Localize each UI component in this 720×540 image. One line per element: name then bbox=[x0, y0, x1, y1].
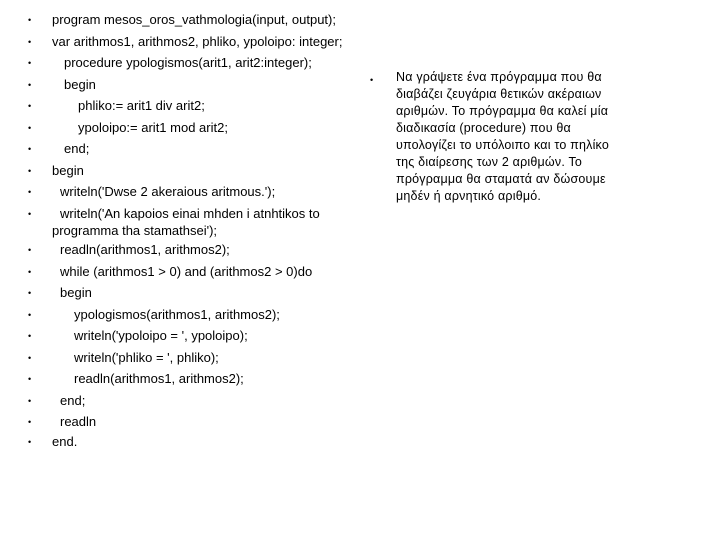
exercise-description bbox=[396, 69, 706, 205]
code-text: end. bbox=[52, 434, 78, 449]
code-text: readln(arithmos1, arithmos2); bbox=[60, 242, 230, 257]
bullet-marker: • bbox=[28, 15, 32, 25]
bullet-marker: • bbox=[28, 245, 32, 255]
description-line: αριθμών. Το πρόγραμμα θα καλεί μία bbox=[396, 104, 609, 118]
bullet-marker: • bbox=[28, 310, 32, 320]
bullet-marker: • bbox=[28, 209, 32, 219]
bullet-marker: • bbox=[28, 58, 32, 68]
bullet-marker: • bbox=[28, 288, 32, 298]
code-text: readln(arithmos1, arithmos2); bbox=[74, 371, 244, 386]
code-text: var arithmos1, arithmos2, phliko, ypoloipo: integer; bbox=[52, 34, 343, 49]
bullet-marker: • bbox=[28, 101, 32, 111]
code-text: program mesos_oros_vathmologia(input, output); bbox=[52, 12, 336, 27]
bullet-marker: • bbox=[370, 75, 374, 85]
bullet-marker: • bbox=[28, 417, 32, 427]
description-line: της διαίρεσης των 2 αριθμών. Το bbox=[396, 155, 583, 169]
code-text: while (arithmos1 > 0) and (arithmos2 > 0)do bbox=[60, 264, 313, 279]
code-text: readln bbox=[60, 414, 97, 429]
code-text: procedure ypologismos(arit1, arit2:integer); bbox=[64, 55, 312, 70]
code-text: writeln('Dwse 2 akeraious aritmous.'); bbox=[60, 184, 276, 199]
description-line: υπολογίζει το υπόλοιπο και το πηλίκο bbox=[396, 138, 610, 152]
code-text: programma tha stamathsei'); bbox=[52, 223, 218, 238]
code-text: end; bbox=[60, 393, 86, 408]
bullet-marker: • bbox=[28, 144, 32, 154]
bullet-marker: • bbox=[28, 437, 32, 447]
code-text: writeln('ypoloipo = ', ypoloipo); bbox=[74, 328, 248, 343]
description-line: πρόγραμμα θα σταματά αν δώσουμε bbox=[396, 172, 606, 186]
bullet-marker: • bbox=[28, 374, 32, 384]
code-text: begin bbox=[52, 163, 84, 178]
description-line: Να γράψετε ένα πρόγραμμα που θα bbox=[396, 70, 602, 84]
bullet-marker: • bbox=[28, 80, 32, 90]
code-text: writeln('An kapoios einai mhden i atnhtikos to bbox=[60, 206, 320, 221]
description-line: διαβάζει ζευγάρια θετικών ακέραιων bbox=[396, 87, 602, 101]
bullet-marker: • bbox=[28, 123, 32, 133]
bullet-marker: • bbox=[28, 187, 32, 197]
bullet-marker: • bbox=[28, 166, 32, 176]
code-text: end; bbox=[64, 141, 90, 156]
bullet-marker: • bbox=[28, 396, 32, 406]
bullet-marker: • bbox=[28, 267, 32, 277]
description-line: διαδικασία (procedure) που θα bbox=[396, 121, 571, 135]
code-text: begin bbox=[60, 285, 92, 300]
bullet-marker: • bbox=[28, 353, 32, 363]
description-line: μηδέν ή αρνητικό αριθμό. bbox=[396, 189, 542, 203]
bullet-marker: • bbox=[28, 331, 32, 341]
code-text: begin bbox=[64, 77, 96, 92]
code-text: ypoloipo:= arit1 mod arit2; bbox=[78, 120, 228, 135]
code-text: phliko:= arit1 div arit2; bbox=[78, 98, 205, 113]
bullet-marker: • bbox=[28, 37, 32, 47]
code-text: ypologismos(arithmos1, arithmos2); bbox=[74, 307, 280, 322]
code-text: writeln('phliko = ', phliko); bbox=[74, 350, 219, 365]
